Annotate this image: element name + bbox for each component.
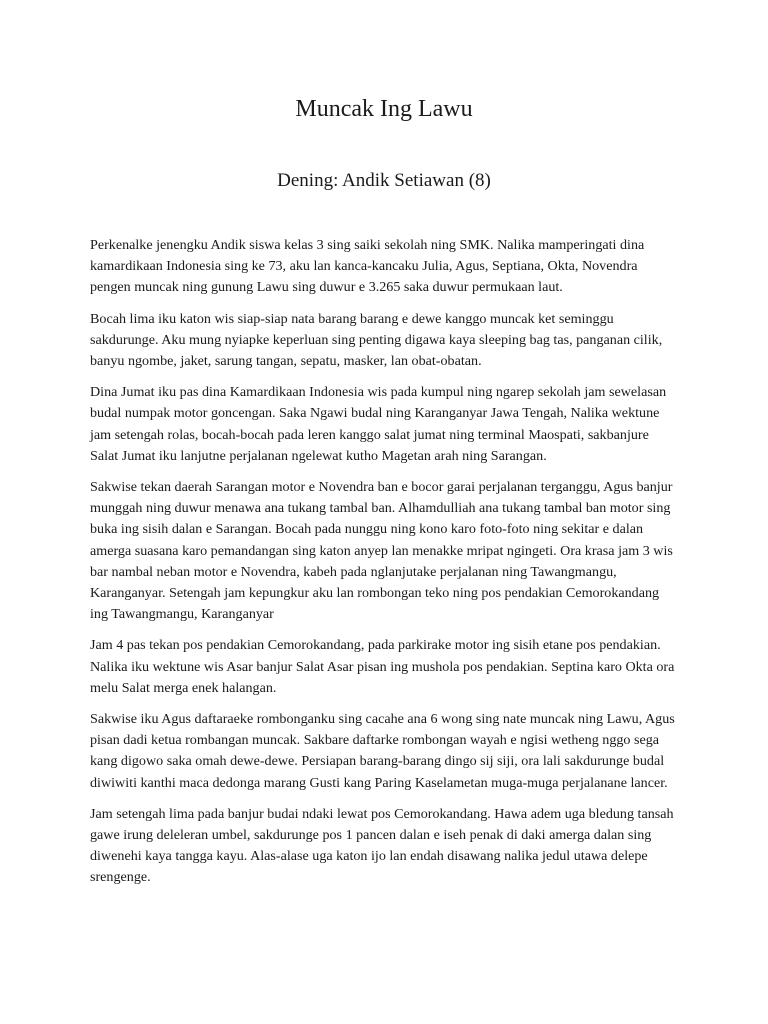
paragraph-1: Perkenalke jenengku Andik siswa kelas 3 sing saiki sekolah ning SMK. Nalika mamperingati dina kamardikaan Indonesia sing ke 73, aku lan kanca-kancaku Julia, Agus, Septiana, Okta, Novendra pengen muncak ning gunung Lawu sing duwur e 3.265 saka duwur permukaan laut. — [90, 237, 645, 296]
paragraph-4: Sakwise tekan daerah Sarangan motor e Novendra ban e bocor garai perjalanan terganggu, Agus banjur munggah ning duwur menawa ana tukang tambal ban. Alhamdulliah ana tukang tambal ban motor sing buka ing sisih dalan e Sarangan. Bocah pada nunggu ning kono karo foto-foto ning sekitar e dalan amerga suasana karo pemandangan sing katon anyep lan menakke mripat ngingeti. Ora krasa jam 3 wis bar nambal neban motor e Novendra, kabeh pada nglanjutake perjalanan ning Tawangmangu, Karanganyar. Setengah jam kepungkur aku lan rombongan teko ning pos pendakian Cemorokandang ing Tawangmangu, Karanganyar — [90, 479, 673, 623]
paragraph-3: Dina Jumat iku pas dina Kamardikaan Indonesia wis pada kumpul ning ngarep sekolah jam sewelasan budal numpak motor goncengan. Saka Ngawi budal ning Karanganyar Jawa Tengah, Nalika wektune jam setengah rolas, bocah-bocah pada leren kanggo salat jumat ning terminal Maospati, sakbanjure Salat Jumat iku lanjutne perjalanan ngelewat kutho Magetan arah ning Sarangan. — [90, 384, 667, 464]
paragraph-2: Bocah lima iku katon wis siap-siap nata barang barang e dewe kanggo muncak ket seminggu sakdurunge. Aku mung nyiapke keperluan sing penting digawa kaya sleeping bag tas, panganan cilik, banyu ngombe, jaket, sarung tangan, sepatu, masker, lan obat-obatan. — [90, 310, 663, 370]
paragraph-6: Sakwise iku Agus daftaraeke rombonganku sing cacahe ana 6 wong sing nate muncak ning Lawu, Agus pisan dadi ketua rombangan muncak. Sakbare daftarke rombongan wayah e ngisi wetheng nggo sega kang digowo saka omah dewe-dewe. Persiapan barang-barang dingo sij siji, ora lali sakdurunge budal diwiwiti kanthi maca dedonga marang Gusti kang Paring Kaselametan muga-muga perjalanane lancer. — [90, 711, 675, 791]
document-title: Muncak Ing Lawu — [295, 96, 473, 122]
document-body — [90, 235, 680, 899]
paragraph-7: Jam setengah lima pada banjur budai ndaki lewat pos Cemorokandang. Hawa adem uga bledung tansah gawe irung deleleran umbel, sakdurunge pos 1 pancen dalan e iseh penak di daki amerga dalan sing diwenehi kaya tangga kayu. Alas-alase uga katon ijo lan endah disawang nalika jedul utawa delepe srengenge. — [90, 805, 674, 886]
document-byline: Dening: Andik Setiawan (8) — [277, 170, 491, 191]
paragraph-5: Jam 4 pas tekan pos pendakian Cemorokandang, pada parkirake motor ing sisih etane pos pendakian. Nalika iku wektune wis Asar banjur Salat Asar pisan ing mushola pos pendakian. Septina karo Okta ora melu Salat merga enek halangan. — [90, 637, 675, 696]
